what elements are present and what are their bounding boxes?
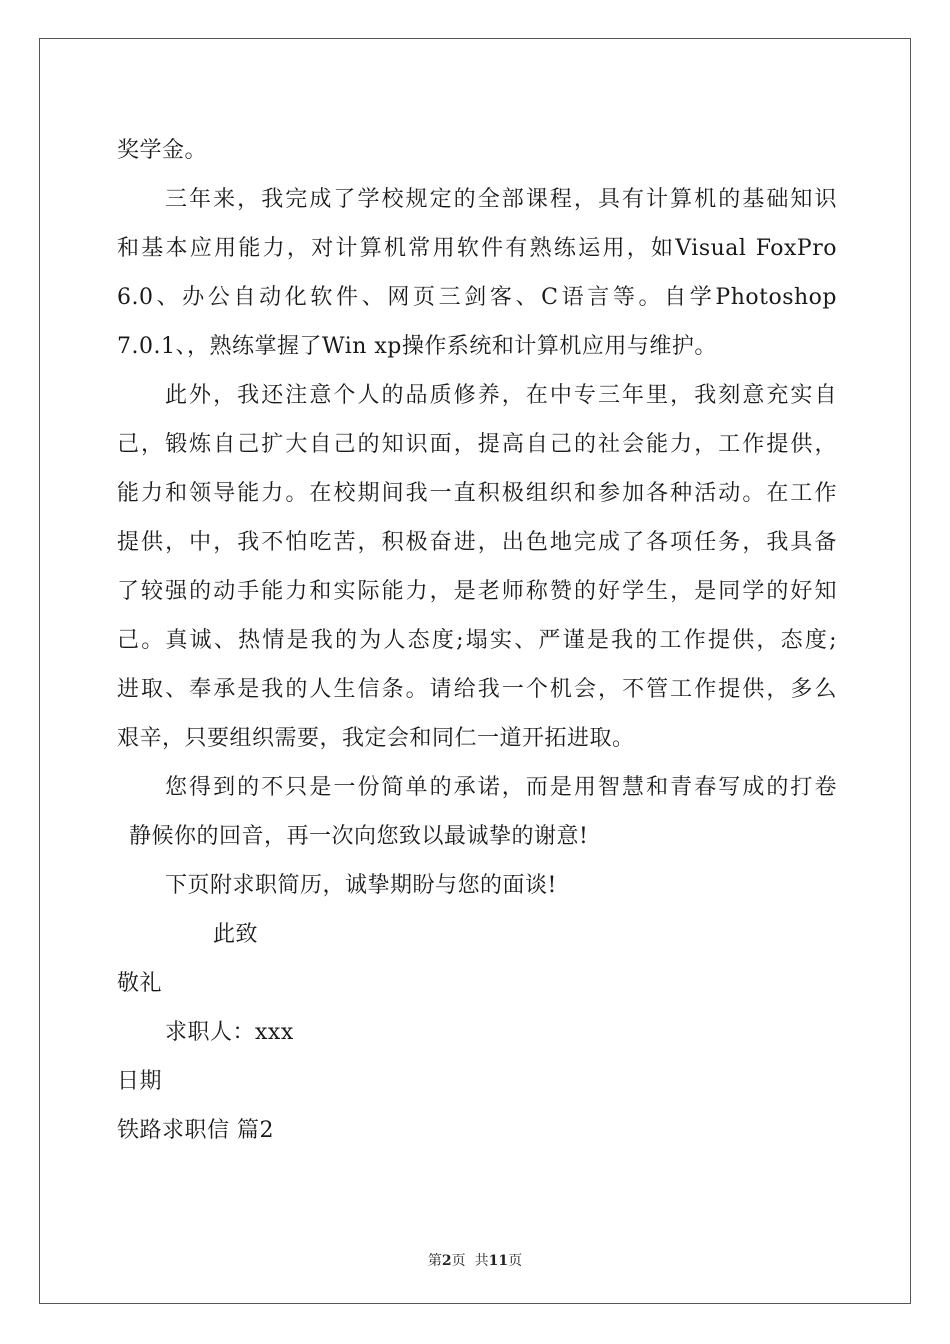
text-line: 进取、奉承是我的人生信条。请给我一个机会，不管工作提供，多么 (117, 677, 837, 702)
page-prefix: 第 (427, 1253, 442, 1269)
text-line: 艰辛，只要组织需要，我定会和同仁一道开拓进取。 (117, 726, 635, 751)
page-footer (0, 1250, 950, 1270)
text-line: 下页附求职简历，诚挚期盼与您的面谈! (165, 873, 557, 898)
closing-regards: 敬礼 (117, 971, 163, 996)
applicant-signature: 求职人：xxx (165, 1020, 294, 1045)
page-total: 11 (488, 1253, 509, 1269)
text-line: 和基本应用能力，对计算机常用软件有熟练运用，如Visual FoxPro (117, 236, 837, 261)
text-line: 能力和领导能力。在校期间我一直积极组织和参加各种活动。在工作 (117, 481, 837, 506)
text-line: 6.0、办公自动化软件、网页三剑客、C语言等。自学Photoshop (117, 285, 837, 310)
closing-salutation: 此致 (213, 922, 259, 947)
text-line: 己，锻炼自己扩大自己的知识面，提高自己的社会能力，工作提供， (117, 432, 837, 457)
text-line: 了较强的动手能力和实际能力，是老师称赞的好学生，是同学的好知 (117, 579, 837, 604)
text-line: 三年来，我完成了学校规定的全部课程，具有计算机的基础知识 (165, 187, 837, 212)
text-line: 奖学金。 (117, 138, 208, 163)
document-body (117, 126, 837, 1155)
text-line: 7.0.1、，熟练掌握了Win xp操作系统和计算机应用与维护。 (117, 334, 717, 359)
text-line: 您得到的不只是一份简单的承诺，而是用智慧和青春写成的打卷 (165, 775, 837, 800)
text-line: 静候你的回音，再一次向您致以最诚挚的谢意! (129, 824, 589, 849)
date-line: 日期 (117, 1069, 163, 1094)
page-suffix: 页 (508, 1253, 523, 1269)
section-title: 铁路求职信 篇2 (117, 1118, 274, 1143)
page-number: 2 (441, 1253, 452, 1269)
page-mid: 页 共 (451, 1253, 489, 1269)
text-line: 己。真诚、热情是我的为人态度;塌实、严谨是我的工作提供，态度; (117, 628, 837, 653)
text-line: 提供，中，我不怕吃苦，积极奋进，出色地完成了各项任务，我具备 (117, 530, 837, 555)
text-line: 此外，我还注意个人的品质修养，在中专三年里，我刻意充实自 (165, 383, 837, 408)
